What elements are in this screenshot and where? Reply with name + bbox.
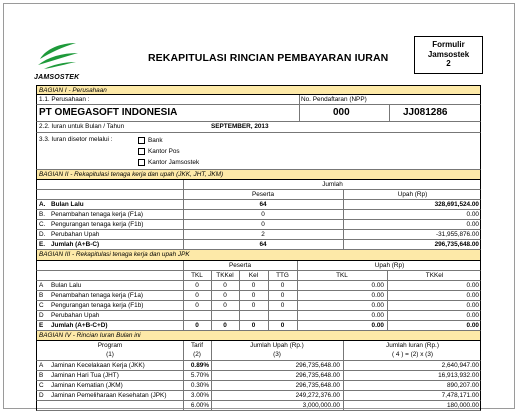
perusahaan-label: 1.1. Perusahaan : xyxy=(39,96,90,103)
peserta-value: 64 xyxy=(259,201,267,208)
row-code: A. xyxy=(39,201,46,208)
table-row xyxy=(36,281,481,291)
row-label: Pengurangan tenaga kerja (F1b) xyxy=(51,221,144,228)
col-peserta: Peserta xyxy=(251,191,275,198)
table-row xyxy=(36,210,481,220)
perusahaan-row xyxy=(36,95,481,105)
npp-prefix: 000 xyxy=(333,107,350,118)
npp-number: JJ081286 xyxy=(403,107,448,118)
row-code: D xyxy=(39,392,44,399)
row-value: 0.00 xyxy=(371,282,384,289)
kantor-jamsostek-checkbox[interactable] xyxy=(138,159,145,166)
form-box xyxy=(414,36,483,74)
peserta-value: 64 xyxy=(259,241,267,248)
table-row xyxy=(36,291,481,301)
row-value: 0 xyxy=(195,282,199,289)
bagian3-header-sub xyxy=(36,271,481,281)
table-row xyxy=(36,381,481,391)
row-value: 0.00 xyxy=(466,302,479,309)
col-jumlah-iuran: Jumlah Iuran (Rp.) xyxy=(386,342,439,349)
subcol-header: TKL xyxy=(336,272,348,279)
col-tarif: Tarif xyxy=(190,342,204,349)
row-label: Jaminan Hari Tua (JHT) xyxy=(51,372,119,379)
peserta-value: 0 xyxy=(261,221,265,228)
row-label: Perubahan Upah xyxy=(51,231,100,238)
row-value: 0 xyxy=(195,292,199,299)
bagian2-header-jumlah xyxy=(36,180,481,190)
num-program: (1) xyxy=(106,351,114,358)
row-code: E. xyxy=(39,241,46,248)
row-value: 0 xyxy=(223,282,227,289)
row-label: Jumlah (A+B-C+D) xyxy=(51,322,108,329)
bagian4-header xyxy=(36,341,481,361)
npp-label: No. Pendaftaran (NPP) xyxy=(301,96,367,103)
iuran-value: 180,000.00 xyxy=(447,402,479,409)
bagian3-header-groups xyxy=(36,261,481,271)
row-code: A xyxy=(39,362,44,369)
row-label: Penambahan tenaga kerja (F1a) xyxy=(51,292,144,299)
subcol-header: TTG xyxy=(276,272,289,279)
table-row xyxy=(36,361,481,371)
form-box-line: 2 xyxy=(446,59,451,69)
subcol-header: TKKel xyxy=(425,272,444,279)
section-header-bagian-3 xyxy=(36,250,481,261)
section-header-bagian-1 xyxy=(36,85,481,95)
option-kantor-pos: Kantor Pos xyxy=(148,148,180,155)
row-label: Jumlah (A+B-C) xyxy=(51,241,100,248)
row-value: 0.00 xyxy=(466,282,479,289)
row-code: D. xyxy=(39,231,46,238)
row-label: Bulan Lalu xyxy=(51,201,84,208)
section-label: BAGIAN III - Rekapitulasi tenaga kerja dan upah JPK xyxy=(39,251,190,258)
company-row xyxy=(36,105,481,122)
row-value: 0 xyxy=(223,292,227,299)
kantor-pos-checkbox[interactable] xyxy=(138,148,145,155)
periode-value: SEPTEMBER, 2013 xyxy=(211,123,269,130)
row-code: C. xyxy=(39,221,46,228)
row-label: Perubahan Upah xyxy=(51,312,100,319)
row-label: Pengurangan tenaga kerja (F1b) xyxy=(51,302,144,309)
table-row xyxy=(36,301,481,311)
upah-value: 0.00 xyxy=(466,211,479,218)
row-value: 0 xyxy=(251,292,256,299)
row-label: Jaminan Kecelakaan Kerja (JKK) xyxy=(51,362,145,369)
table-row xyxy=(36,401,481,411)
subcol-header: TKL xyxy=(191,272,203,279)
row-code: B xyxy=(39,372,44,379)
row-label: Jaminan Pemeliharaan Kesehatan (JPK) xyxy=(51,392,167,399)
num-tarif: (2) xyxy=(193,351,201,358)
disetor-row xyxy=(36,133,481,170)
iuran-label: 2.2. Iuran untuk Bulan / Tahun xyxy=(39,123,125,130)
table-row xyxy=(36,220,481,230)
num-iuran: ( 4 ) = (2) x (3) xyxy=(391,351,433,358)
section-header-bagian-4 xyxy=(36,331,481,341)
tarif-value: 3.00% xyxy=(190,392,209,399)
table-row xyxy=(36,240,481,250)
row-code: B xyxy=(39,292,44,299)
col-jumlah-upah: Jumlah Upah (Rp.) xyxy=(250,342,304,349)
row-code: B. xyxy=(39,211,46,218)
option-kantor-jamsostek: Kantor Jamsostek xyxy=(148,159,200,166)
section-header-bagian-2 xyxy=(36,170,481,180)
upah-value: 3,000,000.00 xyxy=(302,402,340,409)
row-value: 0.00 xyxy=(466,292,479,299)
row-value: 0.00 xyxy=(466,322,479,329)
num-upah: (3) xyxy=(273,351,281,358)
row-value: 0.00 xyxy=(371,292,384,299)
row-value: 0.00 xyxy=(371,302,384,309)
option-bank: Bank xyxy=(148,137,163,144)
row-value: 0 xyxy=(195,322,199,329)
page-title: REKAPITULASI RINCIAN PEMBAYARAN IURAN xyxy=(148,52,389,64)
row-value: 0.00 xyxy=(371,312,384,319)
upah-value: 0.00 xyxy=(466,221,479,228)
col-jumlah: Jumlah xyxy=(322,181,343,188)
row-value: 0.00 xyxy=(466,312,479,319)
row-value: 0 xyxy=(195,302,199,309)
row-value: 0 xyxy=(280,282,285,289)
upah-value: -31,955,876.00 xyxy=(436,231,479,238)
row-value: 0.00 xyxy=(371,322,384,329)
upah-value: 296,735,648.00 xyxy=(295,372,340,379)
tarif-value: 5.70% xyxy=(190,372,209,379)
row-label: Bulan Lalu xyxy=(51,282,82,289)
upah-value: 296,735,648.00 xyxy=(295,382,340,389)
col-peserta: Peserta xyxy=(228,262,252,269)
row-value: 0 xyxy=(280,302,285,309)
peserta-value: 2 xyxy=(261,231,265,238)
disetor-label: 3.3. Iuran disetor melalui : xyxy=(39,136,113,143)
upah-value: 296,735,648.00 xyxy=(295,362,340,369)
section-label: BAGIAN II - Rekapitulasi tenaga kerja dan upah (JKK, JHT, JKM) xyxy=(39,171,224,178)
iuran-value: 890,207.00 xyxy=(447,382,479,389)
periode-row xyxy=(36,122,481,133)
row-code: A xyxy=(39,282,44,289)
form-box-line: Jamsostek xyxy=(427,49,470,59)
table-row xyxy=(36,391,481,401)
tarif-value: 6.00% xyxy=(190,402,209,409)
col-upah: Upah (Rp) xyxy=(374,262,405,269)
bank-checkbox[interactable] xyxy=(138,137,145,144)
row-value: 0 xyxy=(251,302,256,309)
row-code: D xyxy=(39,312,44,319)
table-row xyxy=(36,371,481,381)
row-label: Penambahan tenaga kerja (F1a) xyxy=(51,211,144,218)
company-name: PT OMEGASOFT INDONESIA xyxy=(39,107,178,118)
row-value: 0 xyxy=(223,322,227,329)
upah-value: 249,272,376.00 xyxy=(295,392,340,399)
subcol-header: Kel xyxy=(248,272,259,279)
iuran-value: 2,640,947.00 xyxy=(441,362,479,369)
row-value: 0 xyxy=(280,322,285,329)
bagian2-header-cols xyxy=(36,190,481,200)
row-code: E xyxy=(39,322,44,329)
subcol-header: TKKel xyxy=(216,272,234,279)
table-row xyxy=(36,200,481,210)
tarif-value: 0.30% xyxy=(190,382,209,389)
section-label: BAGIAN I - Perusahaan xyxy=(39,87,107,94)
row-code: C xyxy=(39,302,44,309)
row-label: Jaminan Kematian (JKM) xyxy=(51,382,123,389)
section-label: BAGIAN IV - Rincian Iuran Bulan ini xyxy=(39,332,141,339)
upah-value: 328,691,524.00 xyxy=(434,201,479,208)
table-row xyxy=(36,311,481,321)
row-code: C xyxy=(39,382,44,389)
peserta-value: 0 xyxy=(261,211,265,218)
row-value: 0 xyxy=(251,282,256,289)
jamsostek-logo-icon xyxy=(34,35,80,71)
row-value: 0 xyxy=(280,292,285,299)
table-row xyxy=(36,321,481,331)
table-row xyxy=(36,230,481,240)
tarif-value: 0.89% xyxy=(190,362,209,369)
row-value: 0 xyxy=(251,322,256,329)
col-upah: Upah (Rp) xyxy=(397,191,428,198)
upah-value: 296,735,648.00 xyxy=(434,241,479,248)
form-box-line: Formulir xyxy=(432,40,465,49)
iuran-value: 16,913,932.00 xyxy=(438,372,479,379)
iuran-value: 7,478,171.00 xyxy=(441,392,479,399)
row-value: 0 xyxy=(223,302,227,309)
col-program: Program xyxy=(97,342,123,349)
logo-text: JAMSOSTEK xyxy=(34,74,80,81)
